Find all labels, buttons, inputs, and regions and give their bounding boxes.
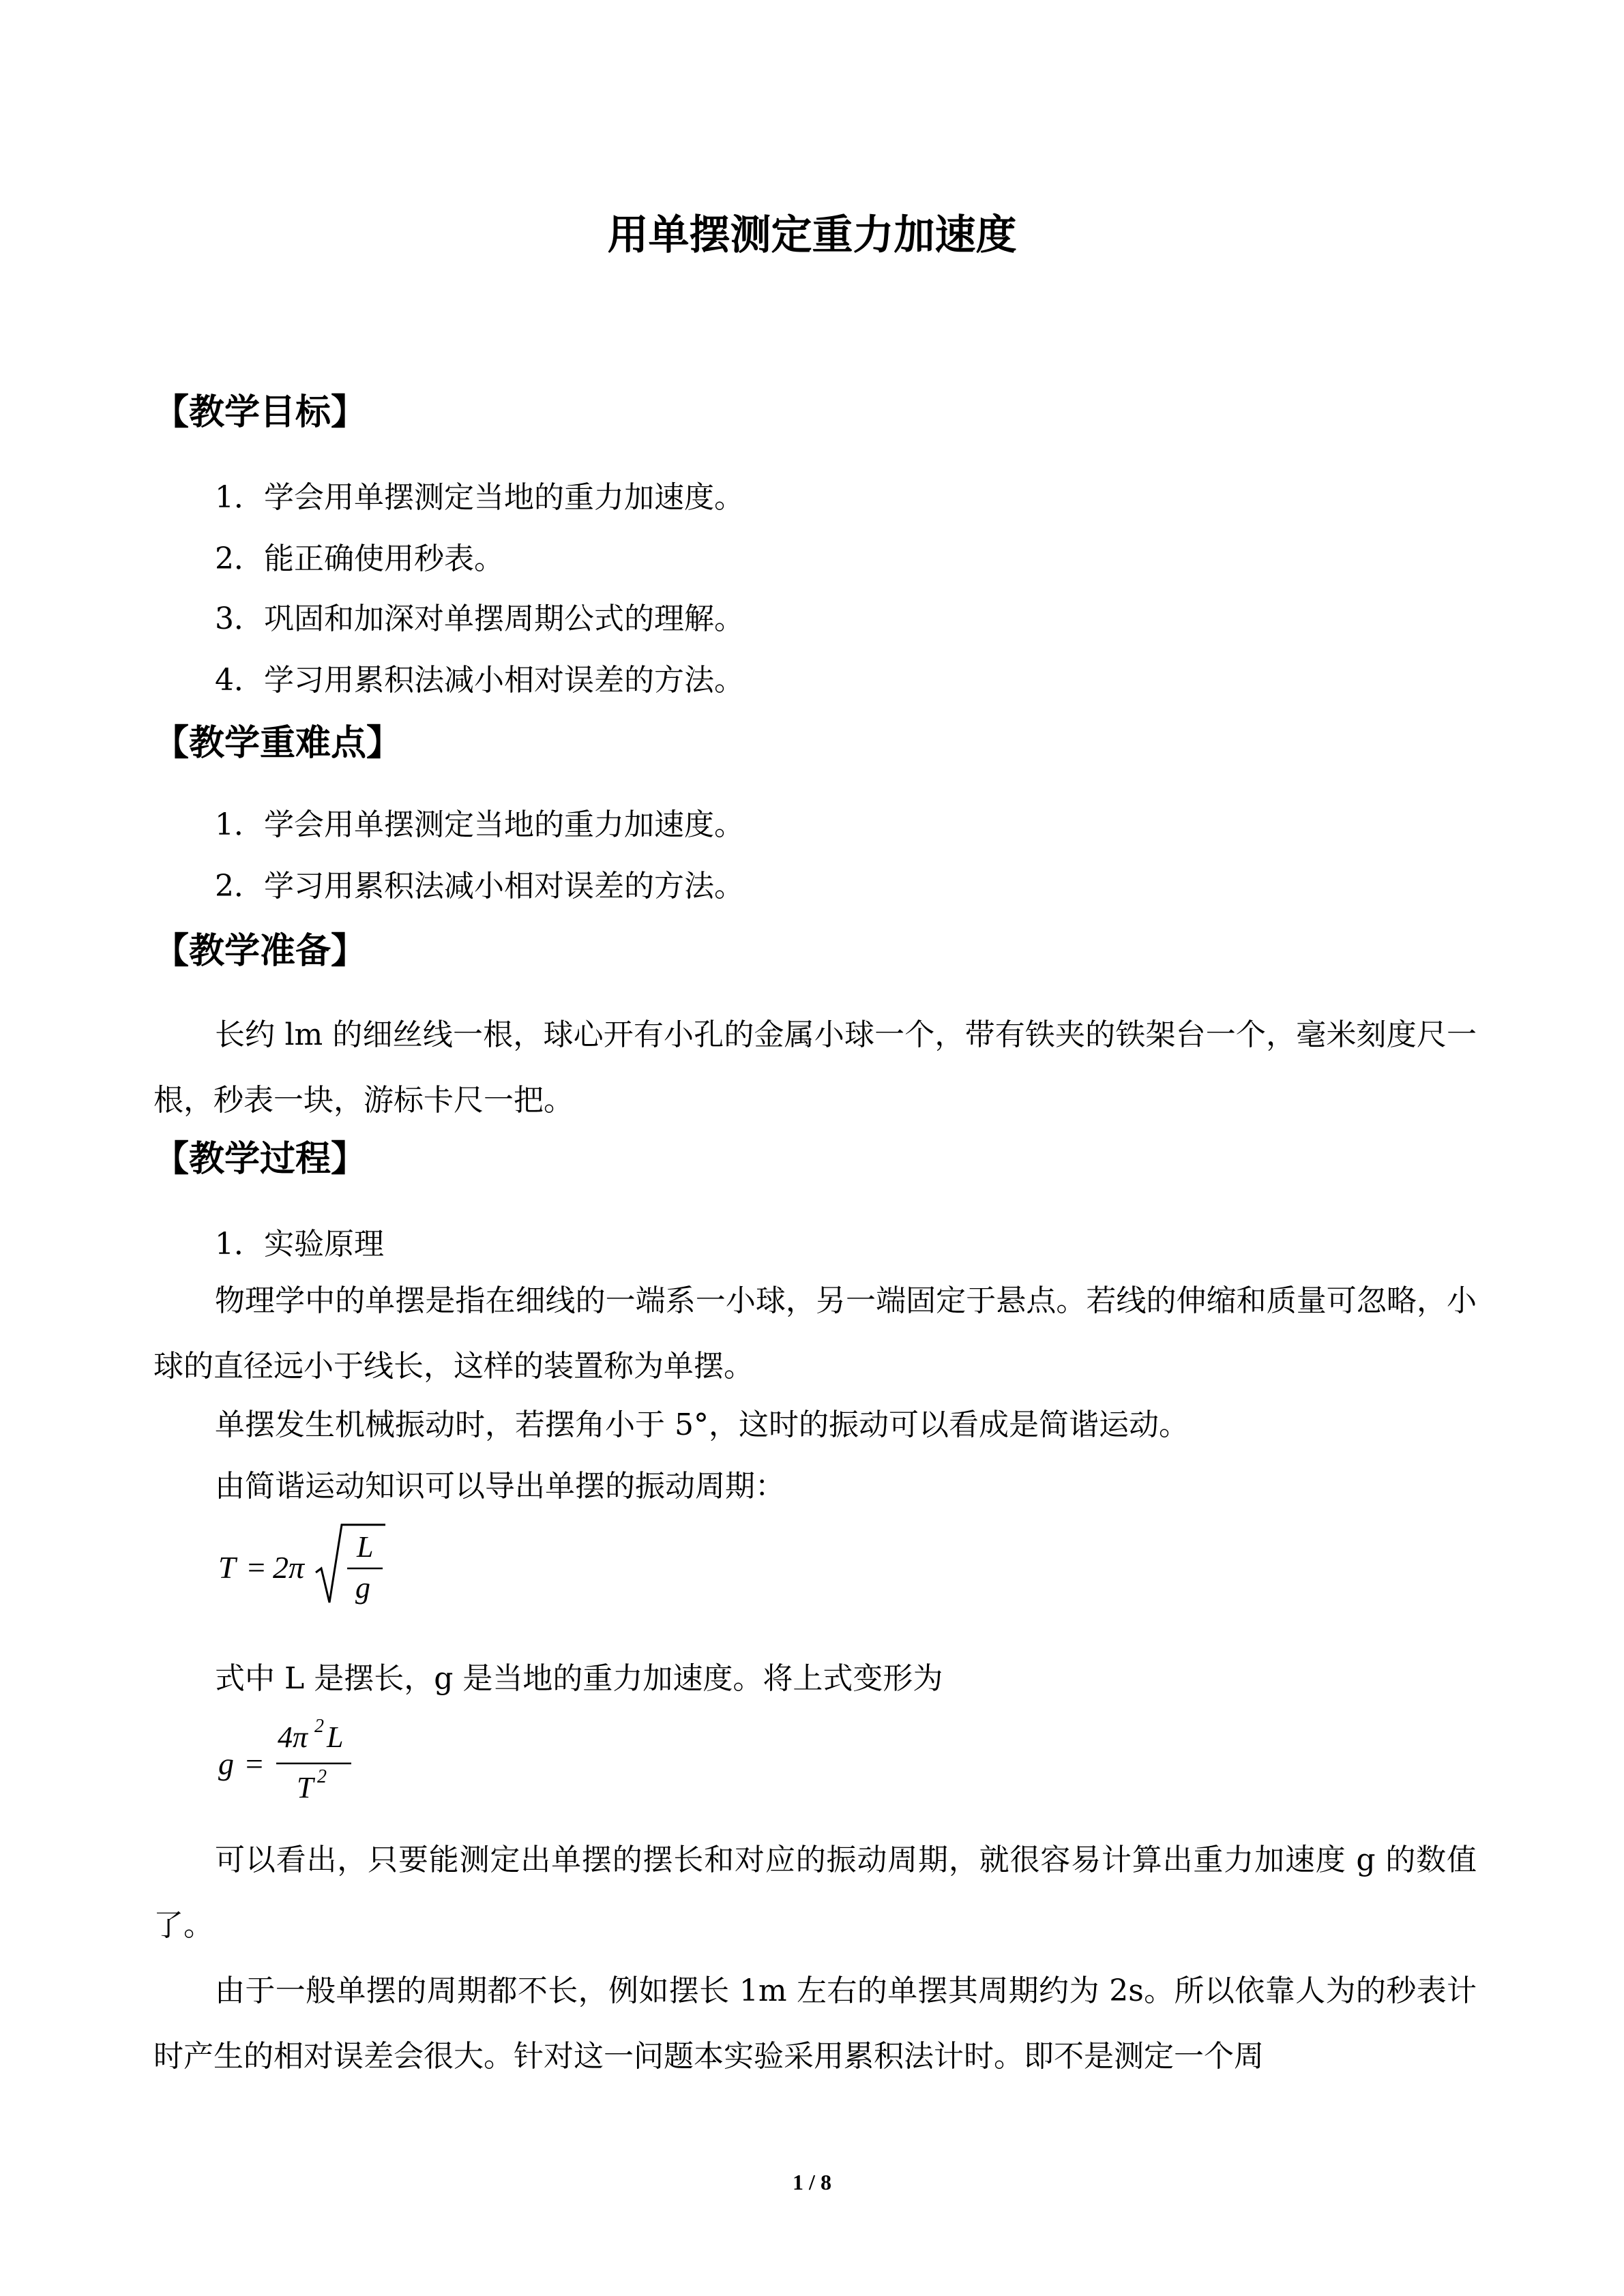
process-paragraph-5: 可以看出，只要能测定出单摆的摆长和对应的振动周期，就很容易计算出重力加速度 g 的数值了。 (153, 1843, 1477, 1943)
page-number: 1 / 8 (793, 2170, 831, 2194)
process-sub-principle: 1．实验原理 (215, 1227, 384, 1262)
formula-period-denominator: g (355, 1571, 370, 1605)
process-paragraph-4: 式中 L 是摆长，g 是当地的重力加速度。将上式变形为 (215, 1661, 943, 1696)
heading-key-points: 【教学重难点】 (153, 723, 402, 764)
document-title: 用单摆测定重力加速度 (607, 211, 1017, 259)
formula-period-eq: = (246, 1550, 267, 1585)
heading-goals: 【教学目标】 (153, 392, 367, 433)
formula-gravity-num-var: L (327, 1720, 344, 1754)
formula-gravity-eq: = (243, 1746, 265, 1781)
formula-gravity-lhs: g (218, 1746, 234, 1781)
process-paragraph-3: 由简谐运动知识可以导出单摆的振动周期： (215, 1469, 785, 1504)
process-paragraph-2: 单摆发生机械振动时，若摆角小于 5°，这时的振动可以看成是简谐运动。 (215, 1407, 1189, 1442)
formula-gravity-num-exp: 2 (314, 1716, 324, 1737)
key-point-item-1: 1．学会用单摆测定当地的重力加速度。 (215, 807, 744, 842)
goal-item-2: 2．能正确使用秒表。 (215, 541, 504, 576)
process-paragraph-1: 物理学中的单摆是指在细线的一端系一小球，另一端固定于悬点。若线的伸缩和质量可忽略，小球的直径远小于线长，这样的装置称为单摆。 (153, 1283, 1477, 1384)
formula-gravity-num-coef: 4π (278, 1720, 308, 1754)
formula-gravity-den-exp: 2 (317, 1766, 327, 1787)
goal-item-3: 3．巩固和加深对单摆周期公式的理解。 (215, 601, 744, 636)
preparation-text: 长约 lm 的细丝线一根，球心开有小孔的金属小球一个，带有铁夹的铁架台一个，毫米刻度尺一根，秒表一块，游标卡尺一把。 (153, 1017, 1477, 1118)
formula-period-svg (215, 1519, 392, 1615)
sqrt-radical-icon (316, 1525, 385, 1602)
key-point-item-2: 2．学习用累积法减小相对误差的方法。 (215, 869, 744, 904)
formula-period (215, 1519, 392, 1615)
formula-period-coef: 2π (273, 1550, 305, 1585)
formula-gravity-svg (215, 1712, 379, 1814)
heading-process: 【教学过程】 (153, 1139, 367, 1180)
formula-period-numerator: L (357, 1530, 374, 1564)
formula-gravity (215, 1712, 379, 1814)
formula-period-lhs: T (218, 1550, 236, 1585)
goal-item-4: 4．学习用累积法减小相对误差的方法。 (215, 663, 744, 698)
formula-gravity-den-var: T (297, 1771, 314, 1804)
goal-item-1: 1．学会用单摆测定当地的重力加速度。 (215, 480, 744, 515)
process-paragraph-6: 由于一般单摆的周期都不长，例如摆长 1m 左右的单摆其周期约为 2s。所以依靠人为的秒表计时产生的相对误差会很大。针对这一问题本实验采用累积法计时。即不是测定一个周 (153, 1973, 1477, 2074)
heading-preparation: 【教学准备】 (153, 931, 367, 972)
